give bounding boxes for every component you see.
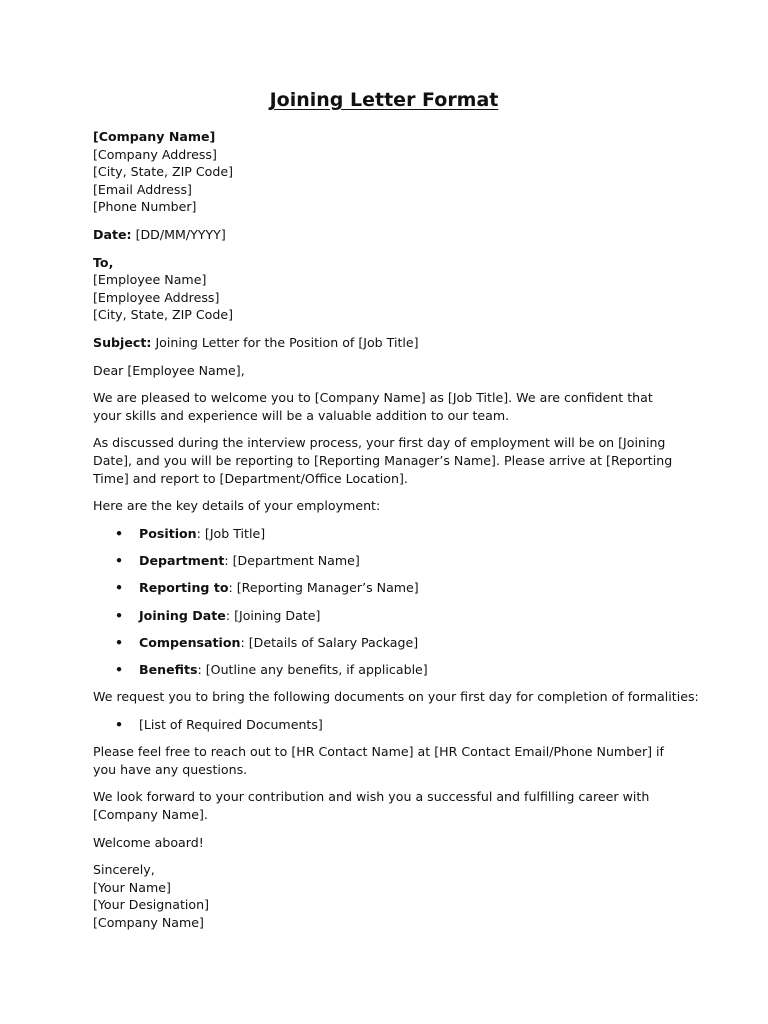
bullet-icon: • — [115, 525, 124, 541]
bullet-icon: • — [115, 634, 124, 650]
detail-label: Department — [139, 552, 225, 568]
closing-paragraph: We look forward to your contribution and wish you a successful and fulfilling career with [Company Name]. — [93, 789, 650, 823]
detail-label: Position — [139, 525, 197, 541]
bullet-icon: • — [115, 552, 124, 568]
detail-label: Benefits — [139, 662, 198, 678]
first-day-paragraph: As discussed during the interview process, your first day of employment will be on [Joining Date], and you will be reporting to [Reporting Manager’s Name]. Please arrive at [Reporting Time] and report to [Department/Office Location]. — [93, 435, 673, 486]
bullet-icon: • — [115, 580, 124, 596]
employment-details-list — [93, 525, 675, 679]
contact-paragraph: Please feel free to reach out to [HR Contact Name] at [HR Contact Email/Phone Number] if you have any questions. — [93, 744, 664, 777]
date-label: Date: — [93, 226, 132, 242]
documents-list — [93, 716, 675, 734]
detail-value: : [Joining Date] — [225, 607, 321, 623]
signature-company-name: [Company Name] — [93, 915, 204, 930]
list-item — [93, 607, 675, 625]
welcome-aboard: Welcome aboard! — [93, 834, 204, 850]
list-item — [93, 579, 675, 597]
date-line — [93, 226, 675, 244]
sender-phone: [Phone Number] — [93, 199, 197, 215]
signature-your-designation: [Your Designation] — [93, 897, 210, 913]
documents-intro: We request you to bring the following documents on your first day for completion of formalities: — [93, 689, 699, 705]
subject-line — [93, 334, 675, 352]
salutation: Dear [Employee Name], — [93, 362, 245, 378]
recipient-city-state-zip: [City, State, ZIP Code] — [93, 307, 234, 323]
list-item — [93, 716, 675, 734]
signature-your-name: [Your Name] — [93, 879, 171, 895]
detail-label: Compensation — [139, 634, 241, 650]
welcome-paragraph: We are pleased to welcome you to [Company Name] as [Job Title]. We are confident that your skills and experience will be a valuable addition to our team. — [93, 390, 653, 423]
sender-company-address: [Company Address] — [93, 146, 217, 162]
list-item — [93, 661, 675, 679]
recipient-to-label: To, — [93, 254, 114, 270]
bullet-icon: • — [115, 716, 124, 732]
detail-value: : [Outline any benefits, if applicable] — [197, 662, 428, 678]
subject-label: Subject: — [93, 334, 152, 350]
date-value: [DD/MM/YYYY] — [131, 226, 226, 242]
bullet-icon: • — [115, 662, 124, 678]
sender-city-state-zip: [City, State, ZIP Code] — [93, 164, 234, 180]
recipient-employee-name: [Employee Name] — [93, 272, 207, 288]
sender-company-name: [Company Name] — [93, 129, 216, 144]
bullet-icon: • — [115, 607, 124, 623]
detail-value: : [Reporting Manager’s Name] — [228, 580, 419, 596]
detail-value: : [Details of Salary Package] — [240, 634, 419, 650]
document-item: [List of Required Documents] — [139, 716, 323, 732]
subject-value: Joining Letter for the Position of [Job Title] — [151, 334, 419, 350]
list-item — [93, 634, 675, 652]
recipient-block — [93, 254, 675, 324]
detail-label: Reporting to — [139, 580, 229, 596]
list-item — [93, 552, 675, 570]
recipient-employee-address: [Employee Address] — [93, 289, 220, 305]
detail-value: : [Department Name] — [224, 552, 360, 568]
detail-label: Joining Date — [139, 607, 226, 623]
signature-sincerely: Sincerely, — [93, 862, 155, 878]
key-details-intro: Here are the key details of your employment: — [93, 498, 381, 514]
detail-value: : [Job Title] — [196, 525, 266, 541]
signature-block — [93, 861, 675, 931]
sender-block — [93, 128, 675, 216]
sender-email: [Email Address] — [93, 181, 192, 197]
document-title: Joining Letter Format — [269, 89, 499, 111]
list-item — [93, 525, 675, 543]
